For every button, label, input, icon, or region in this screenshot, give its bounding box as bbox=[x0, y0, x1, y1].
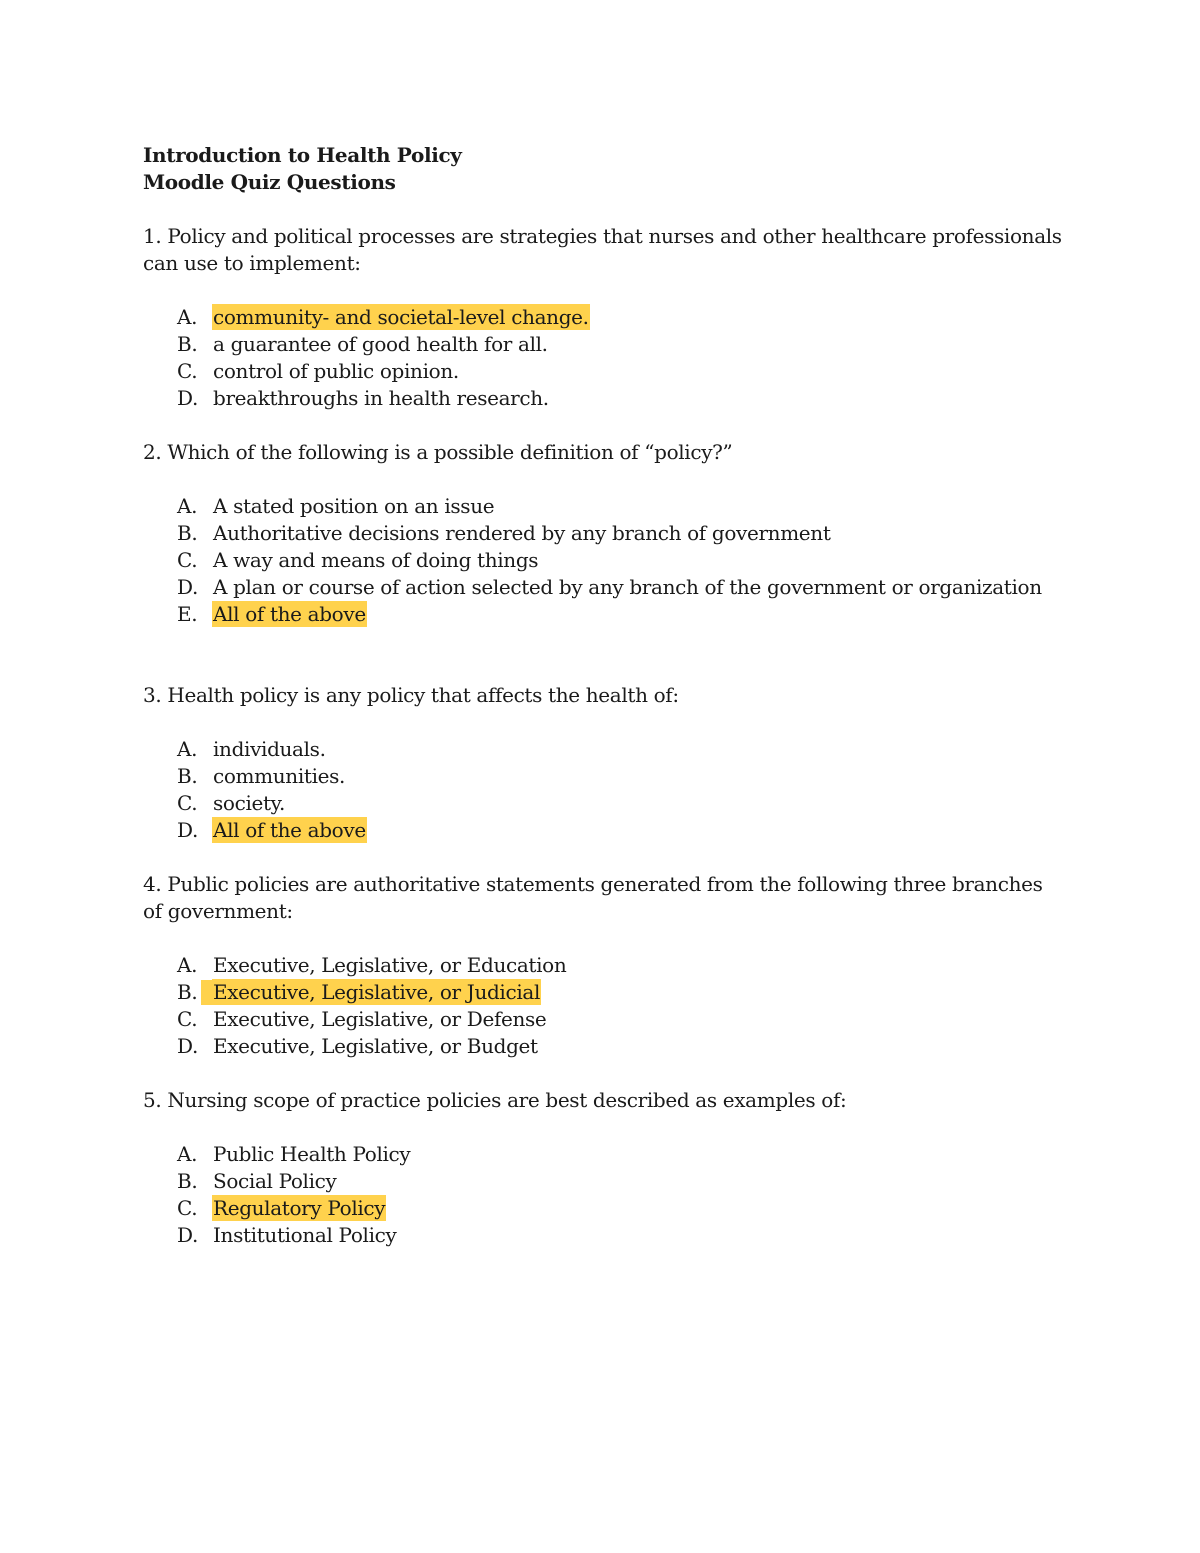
option-text: A stated position on an issue bbox=[213, 494, 495, 518]
option-letter: D. bbox=[177, 386, 198, 410]
option-letter: B. bbox=[177, 1169, 198, 1193]
option-text: Institutional Policy bbox=[213, 1223, 397, 1247]
option-text: A way and means of doing things bbox=[213, 548, 539, 572]
document-subtitle: Moodle Quiz Questions bbox=[143, 170, 396, 194]
option-text-highlighted: All of the above bbox=[213, 818, 366, 842]
option-letter: A. bbox=[177, 494, 198, 518]
option-letter: B. bbox=[177, 332, 198, 356]
question-5-options bbox=[143, 1141, 1063, 1249]
option-letter: A. bbox=[177, 1142, 198, 1166]
question-2-prompt: 2. Which of the following is a possible definition of “policy?” bbox=[143, 440, 733, 464]
option-letter: E. bbox=[177, 602, 198, 626]
question-5-prompt: 5. Nursing scope of practice policies are best described as examples of: bbox=[143, 1088, 847, 1112]
option-letter: D. bbox=[177, 818, 198, 842]
option-letter: A. bbox=[177, 737, 198, 761]
option-letter: C. bbox=[177, 359, 198, 383]
question-1-option-d bbox=[143, 385, 1063, 412]
question-5-option-c bbox=[143, 1195, 1063, 1222]
document-body bbox=[143, 142, 1063, 1249]
option-letter: C. bbox=[177, 1007, 198, 1031]
option-text: Social Policy bbox=[213, 1169, 337, 1193]
question-1-option-a bbox=[143, 304, 1063, 331]
option-letter: D. bbox=[177, 1223, 198, 1247]
question-3-prompt: 3. Health policy is any policy that affects the health of: bbox=[143, 683, 679, 707]
option-letter: B. bbox=[177, 764, 198, 788]
option-letter: D. bbox=[177, 1034, 198, 1058]
option-text: Executive, Legislative, or Budget bbox=[213, 1034, 538, 1058]
option-text: Executive, Legislative, or Defense bbox=[213, 1007, 547, 1031]
option-text: Public Health Policy bbox=[213, 1142, 411, 1166]
question-4-option-a bbox=[143, 952, 1063, 979]
option-letter: C. bbox=[177, 791, 198, 815]
question-4-option-d bbox=[143, 1033, 1063, 1060]
question-4-option-b bbox=[143, 979, 1063, 1006]
option-letter: B. bbox=[177, 980, 198, 1004]
option-letter: A. bbox=[177, 305, 198, 329]
question-5-option-d bbox=[143, 1222, 1063, 1249]
option-text-highlighted: All of the above bbox=[213, 602, 366, 626]
option-letter: C. bbox=[177, 548, 198, 572]
question-3-option-a bbox=[143, 736, 1063, 763]
option-text: Executive, Legislative, or Education bbox=[213, 953, 567, 977]
option-text: A plan or course of action selected by any branch of the government or organization bbox=[213, 575, 1042, 599]
document-title: Introduction to Health Policy bbox=[143, 143, 462, 167]
option-text-highlighted: community- and societal-level change. bbox=[213, 305, 589, 329]
question-1-option-c bbox=[143, 358, 1063, 385]
option-letter: A. bbox=[177, 953, 198, 977]
option-text: communities. bbox=[213, 764, 346, 788]
question-2-option-a bbox=[143, 493, 1063, 520]
highlight-mark bbox=[201, 980, 213, 1005]
question-5-option-b bbox=[143, 1168, 1063, 1195]
question-1-options bbox=[143, 304, 1063, 412]
question-4-prompt: 4. Public policies are authoritative statements generated from the following three branches of government: bbox=[143, 872, 1043, 923]
option-letter: B. bbox=[177, 521, 198, 545]
option-text: breakthroughs in health research. bbox=[213, 386, 549, 410]
option-text: society. bbox=[213, 791, 285, 815]
question-4-options bbox=[143, 952, 1063, 1060]
option-letter: D. bbox=[177, 575, 198, 599]
question-2-option-e bbox=[143, 601, 1063, 628]
option-text: Authoritative decisions rendered by any branch of government bbox=[213, 521, 831, 545]
question-4-option-c bbox=[143, 1006, 1063, 1033]
question-2-option-c bbox=[143, 547, 1063, 574]
question-3-option-c bbox=[143, 790, 1063, 817]
question-1-option-b bbox=[143, 331, 1063, 358]
question-2-option-d bbox=[143, 574, 1063, 601]
option-text-highlighted: Regulatory Policy bbox=[213, 1196, 386, 1220]
question-1-prompt: 1. Policy and political processes are strategies that nurses and other healthcare professionals can use to implement: bbox=[143, 224, 1062, 275]
option-letter: C. bbox=[177, 1196, 198, 1220]
question-3-option-d bbox=[143, 817, 1063, 844]
question-2-options bbox=[143, 493, 1063, 628]
question-2-option-b bbox=[143, 520, 1063, 547]
question-3-option-b bbox=[143, 763, 1063, 790]
question-5-option-a bbox=[143, 1141, 1063, 1168]
option-text-highlighted: Executive, Legislative, or Judicial bbox=[213, 980, 540, 1004]
option-text: a guarantee of good health for all. bbox=[213, 332, 548, 356]
option-text: individuals. bbox=[213, 737, 326, 761]
option-text: control of public opinion. bbox=[213, 359, 459, 383]
question-3-options bbox=[143, 736, 1063, 844]
